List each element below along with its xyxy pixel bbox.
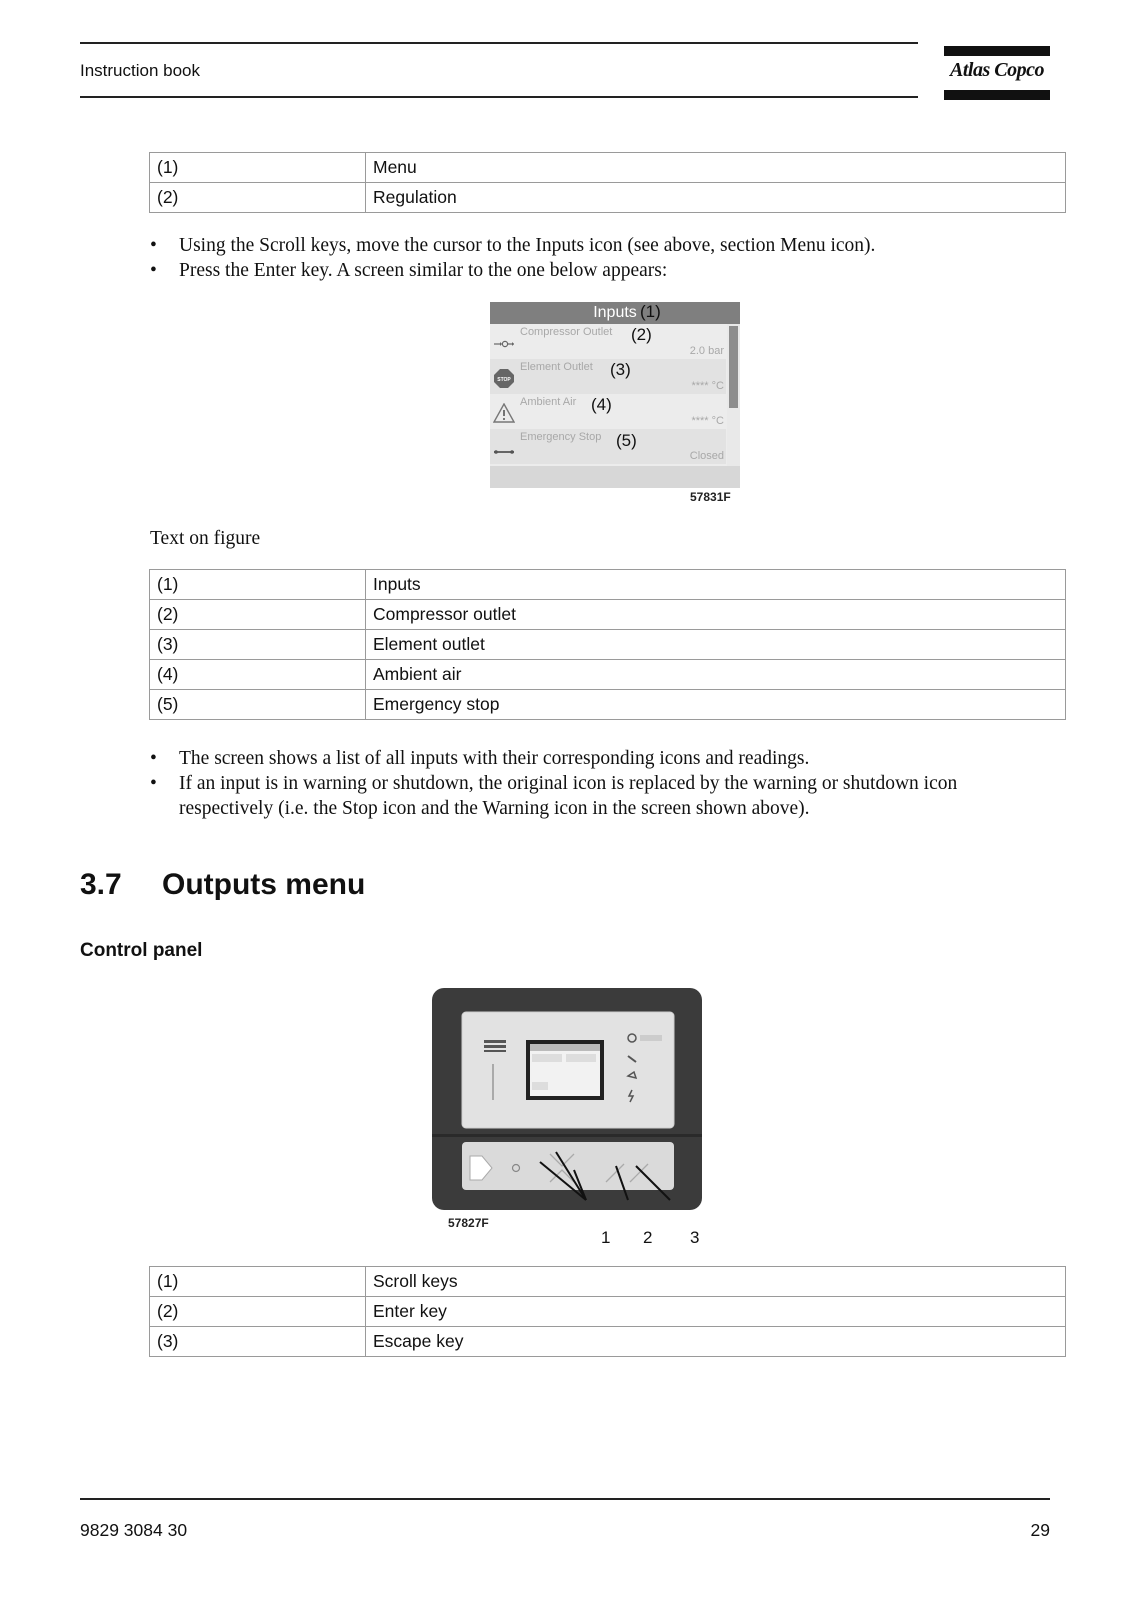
callout-4: (4) [591, 395, 612, 414]
figure-code: 57827F [448, 1216, 489, 1230]
header-rule-top [80, 42, 918, 44]
list-item: • The screen shows a list of all inputs with their corresponding icons and readings. [150, 746, 1050, 771]
table-row [150, 570, 1066, 600]
input-value: **** °C [691, 415, 724, 427]
warning-icon [493, 403, 515, 423]
table-cell-num: (3) [150, 1327, 366, 1357]
callout-3: (3) [610, 360, 631, 379]
table-cell-num: (1) [150, 570, 366, 600]
inputs-screen-figure [490, 302, 740, 488]
atlas-copco-logo [944, 46, 1050, 100]
header-title: Instruction book [80, 61, 201, 80]
table-row [150, 1297, 1066, 1327]
table-cell-text: Escape key [366, 1327, 1066, 1357]
emergency-stop-icon [493, 438, 515, 458]
table-row [150, 690, 1066, 720]
instruction-list [150, 233, 1050, 283]
subheading: Control panel [80, 940, 203, 961]
table-cell-num: (2) [150, 600, 366, 630]
table-row [150, 660, 1066, 690]
figure-code: 57831F [690, 490, 731, 504]
section-number: 3.7 [80, 868, 122, 901]
table-cell-num: (5) [150, 690, 366, 720]
list-item: • Using the Scroll keys, move the cursor to the Inputs icon (see above, section Menu icon). [150, 233, 1050, 258]
document-number: 9829 3084 30 [80, 1520, 188, 1540]
panel-callout-3: 3 [690, 1228, 700, 1247]
list-item [490, 429, 726, 464]
input-value: Closed [689, 450, 724, 462]
page-number: 29 [1030, 1520, 1050, 1540]
section-title: Outputs menu [162, 868, 366, 901]
text-on-figure-label: Text on figure [150, 528, 261, 549]
panel-callout-1: 1 [601, 1228, 611, 1247]
table-cell-num: (1) [150, 1267, 366, 1297]
table-cell-num: (2) [150, 183, 366, 213]
inputs-screen-footer [490, 466, 740, 488]
panel-callout-2: 2 [643, 1228, 653, 1247]
section-heading [80, 868, 365, 902]
table-row [150, 600, 1066, 630]
table-cell-num: (3) [150, 630, 366, 660]
header-rule-bottom [80, 96, 918, 98]
list-item [490, 324, 726, 359]
callout-2: (2) [631, 325, 652, 344]
input-label: Emergency Stop [520, 431, 602, 443]
table-cell-text: Ambient air [366, 660, 1066, 690]
table-row [150, 1327, 1066, 1357]
input-label: Ambient Air [520, 396, 577, 408]
table-cell-num: (4) [150, 660, 366, 690]
input-label: Element Outlet [520, 361, 593, 373]
footer-rule [80, 1498, 1050, 1500]
table-cell-text: Regulation [366, 183, 1066, 213]
table-cell-text: Element outlet [366, 630, 1066, 660]
logo-text: Atlas Copco [950, 59, 1044, 81]
inputs-screen-title: Inputs [490, 302, 740, 324]
table-cell-text: Inputs [366, 570, 1066, 600]
legend-table-keys [149, 1266, 1066, 1357]
description-list [150, 746, 1050, 821]
input-value: **** °C [691, 380, 724, 392]
legend-table-inputs [149, 569, 1066, 720]
table-row [150, 153, 1066, 183]
list-item [490, 359, 726, 394]
table-cell-text: Compressor outlet [366, 600, 1066, 630]
list-item: • Press the Enter key. A screen similar to the one below appears: [150, 258, 1050, 283]
compressor-outlet-icon [493, 333, 515, 353]
control-panel-figure [430, 986, 730, 1246]
stop-icon [493, 368, 515, 388]
table-cell-text: Emergency stop [366, 690, 1066, 720]
table-cell-text: Menu [366, 153, 1066, 183]
table-cell-text: Enter key [366, 1297, 1066, 1327]
table-row [150, 630, 1066, 660]
table-row [150, 183, 1066, 213]
svg-text:STOP: STOP [497, 377, 511, 383]
list-item: • If an input is in warning or shutdown, the original icon is replaced by the warning or shutdown icon respectively (i.e. the Stop icon and the Warning icon in the screen shown above). [150, 771, 1050, 821]
table-cell-num: (1) [150, 153, 366, 183]
input-value: 2.0 bar [689, 345, 724, 357]
table-cell-text: Scroll keys [366, 1267, 1066, 1297]
table-cell-num: (2) [150, 1297, 366, 1327]
table-row [150, 1267, 1066, 1297]
callout-1: (1) [640, 302, 661, 321]
scrollbar-thumb [729, 326, 738, 408]
callout-5: (5) [616, 431, 637, 450]
legend-table-menu [149, 152, 1066, 213]
input-label: Compressor Outlet [520, 326, 613, 338]
